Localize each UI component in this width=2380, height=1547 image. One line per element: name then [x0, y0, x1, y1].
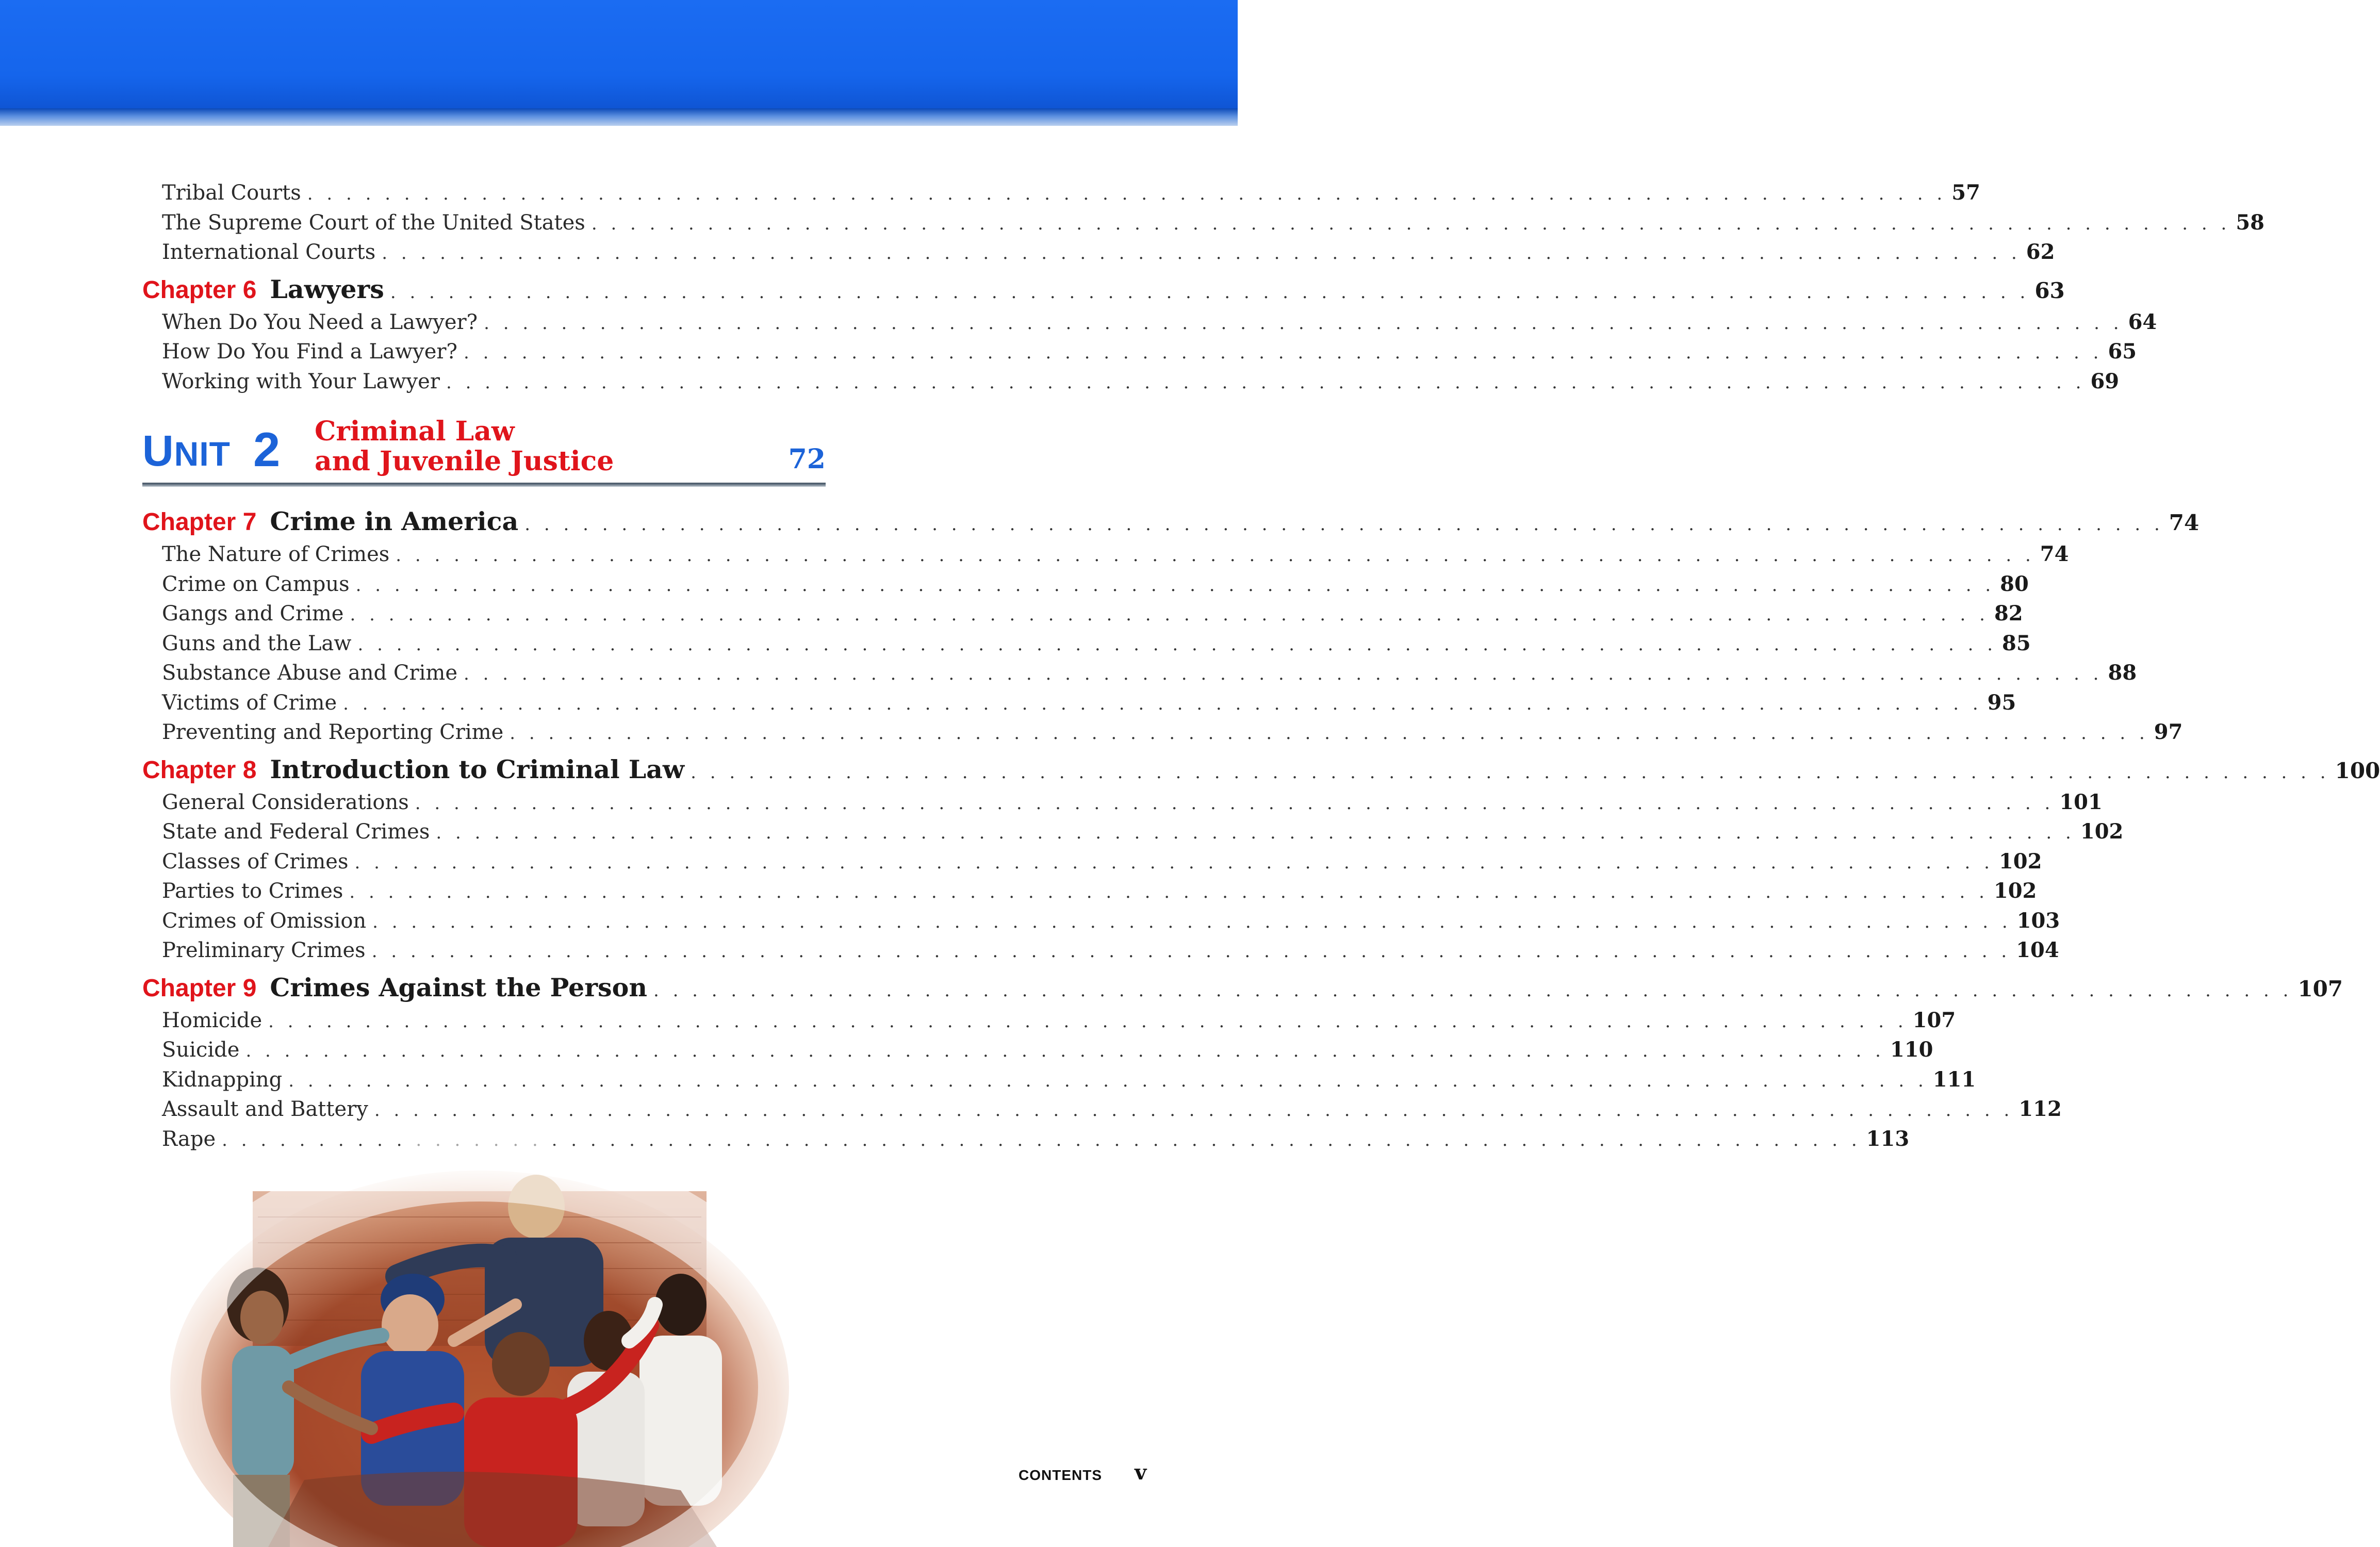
- toc-entry[interactable]: [142, 599, 2023, 629]
- toc-entry-label: The Nature of Crimes: [162, 542, 390, 566]
- chapter-title: Lawyers: [270, 274, 384, 304]
- toc-entry-page: 65: [2108, 339, 2137, 364]
- toc-entry[interactable]: [142, 629, 2031, 659]
- toc-entry-page: 62: [2026, 240, 2055, 264]
- toc-entry[interactable]: [142, 787, 2103, 817]
- unit-page: 72: [788, 443, 826, 475]
- toc-entry-page: 103: [2016, 908, 2060, 933]
- toc-entry-label: Assault and Battery: [162, 1097, 368, 1121]
- toc-entry[interactable]: [142, 569, 2029, 599]
- toc-entry-label: Preventing and Reporting Crime: [162, 720, 504, 744]
- toc-entry-page: 102: [1998, 849, 2042, 874]
- toc-entry-label: When Do You Need a Lawyer?: [162, 310, 478, 334]
- footer-page-number: v: [1135, 1460, 1147, 1485]
- dot-leader: . . . . . . . . . . . . . . . . . . . . . . . . . . . . . . . . . . . . . . . . . . . . . . . . . . . . . . . . . . . . . . . . . . . . . . . . . . . . . . . . . . . . .: [307, 184, 1947, 204]
- toc-entry-page: 102: [1993, 879, 2037, 903]
- toc-entry-label: Preliminary Crimes: [162, 939, 366, 962]
- toc-entry[interactable]: [142, 935, 2059, 965]
- toc-entry-page: 69: [2090, 369, 2120, 393]
- toc-entry-page: 74: [2040, 542, 2069, 566]
- dot-leader: . . . . . . . . . . . . . . . . . . . . . . . . . . . . . . . . . . . . . . . . . . . . . . . . . . . . . . . . . . . . . . . . . . . . . . . . . . . . . . . . . . . . .: [382, 243, 2021, 264]
- dot-leader: . . . . . . . . . . . . . . . . . . . . . . . . . . . . . . . . . . . . . . . . . . . . . . . . . . . . . . . . . . . . . . . . . . . . . . . . . . . . . . . . . . . . .: [591, 213, 2231, 234]
- toc-entry-label: Substance Abuse and Crime: [162, 661, 457, 685]
- unit-label: [142, 426, 231, 476]
- chapter-page: 107: [2297, 976, 2343, 1001]
- toc-entry[interactable]: [142, 688, 2016, 718]
- toc-entry-label: State and Federal Crimes: [162, 820, 430, 844]
- toc-entry-label: How Do You Find a Lawyer?: [162, 340, 457, 364]
- footer-section-label: CONTENTS: [1019, 1467, 1102, 1483]
- unit-title: [315, 417, 614, 476]
- toc-entry[interactable]: [142, 539, 2069, 569]
- dot-leader: . . . . . . . . . . . . . . . . . . . . . . . . . . . . . . . . . . . . . . . . . . . . . . . . . . . . . . . . . . . . . . . . . . . . . . . . . . . . . . . . . . . . .: [464, 664, 2103, 684]
- toc-entry-label: Kidnapping: [162, 1067, 283, 1092]
- chapter-heading-6[interactable]: [142, 271, 2065, 307]
- chapter-heading-7[interactable]: [142, 503, 2200, 539]
- chapter-heading-9[interactable]: [142, 969, 2343, 1006]
- unit-divider-rule: [142, 483, 826, 487]
- dot-leader: . . . . . . . . . . . . . . . . . . . . . . . . . . . . . . . . . . . . . . . . . . . . . . . . . . . . . . . . . . . . . . . . . . . . . . . . . . . . . . . . . . . . .: [415, 793, 2055, 814]
- toc-entry-label: Crime on Campus: [162, 572, 350, 596]
- dot-leader: . . . . . . . . . . . . . . . . . . . . . . . . . . . . . . . . . . . . . . . . . . . . . . . . . . . . . . . . . . . . . . . . . . . . . . . . . . . . . . . . . . . . .: [653, 980, 2293, 1001]
- toc-entry[interactable]: [142, 658, 2137, 688]
- dot-leader: . . . . . . . . . . . . . . . . . . . . . . . . . . . . . . . . . . . . . . . . . . . . . . . . . . . . . . . . . . . . . . . . . . . . . . . . . . . . . . . . . . . . .: [268, 1011, 1908, 1032]
- toc-entry-label: Working with Your Lawyer: [162, 369, 440, 393]
- toc-entry[interactable]: [142, 817, 2124, 847]
- toc-entry-page: 58: [2236, 210, 2264, 235]
- toc-entry-label: Tribal Courts: [162, 181, 301, 205]
- toc-entry-page: 95: [1987, 690, 2016, 715]
- students-circle-photo: [175, 1171, 784, 1547]
- unit-label-initial: U: [142, 426, 174, 475]
- dot-leader: . . . . . . . . . . . . . . . . . . . . . . . . . . . . . . . . . . . . . . . . . . . . . . . . . . . . . . . . . . . . . . . . . . . . . . . . . . . . . . . . . . . . .: [371, 941, 2011, 962]
- dot-leader: . . . . . . . . . . . . . . . . . . . . . . . . . . . . . . . . . . . . . . . . . . . . . . . . . . . . . . . . . . . . . . . . . . . . . . . . . . . . . . . . . . . . .: [245, 1041, 1885, 1061]
- toc-entry-page: 102: [2080, 819, 2124, 844]
- dot-leader: . . . . . . . . . . . . . . . . . . . . . . . . . . . . . . . . . . . . . . . . . . . . . . . . . . . . . . . . . . . . . . . . . . . . . . . . . . . . . . . . . . . . .: [484, 312, 2123, 334]
- toc-entry-page: 112: [2018, 1097, 2062, 1121]
- dot-leader: . . . . . . . . . . . . . . . . . . . . . . . . . . . . . . . . . . . . . . . . . . . . . . . . . . . . . . . . . . . . . . . . . . . . . . . . . . . . . . . . . . . . .: [222, 1129, 1861, 1150]
- toc-entry-page: 82: [1994, 601, 2023, 626]
- chapter-number: Chapter 8: [142, 756, 257, 784]
- toc-entry-page: 111: [1932, 1067, 1976, 1092]
- toc-entry-page: 101: [2059, 789, 2103, 814]
- unit-title-line2: and Juvenile Justice: [315, 446, 614, 477]
- toc-entry[interactable]: [142, 717, 2183, 747]
- dot-leader: . . . . . . . . . . . . . . . . . . . . . . . . . . . . . . . . . . . . . . . . . . . . . . . . . . . . . . . . . . . . . . . . . . . . . . . . . . . . . . . . . . . . .: [691, 762, 2330, 783]
- toc-entry-page: 64: [2128, 309, 2157, 334]
- toc-entry-label: Guns and the Law: [162, 631, 352, 655]
- toc-entry-label: Gangs and Crime: [162, 602, 344, 626]
- chapter-number: Chapter 7: [142, 508, 257, 536]
- dot-leader: . . . . . . . . . . . . . . . . . . . . . . . . . . . . . . . . . . . . . . . . . . . . . . . . . . . . . . . . . . . . . . . . . . . . . . . . . . . . . . . . . . . . .: [288, 1070, 1928, 1091]
- toc-entry[interactable]: [142, 1094, 2062, 1124]
- toc-entry[interactable]: [142, 208, 2264, 238]
- dot-leader: . . . . . . . . . . . . . . . . . . . . . . . . . . . . . . . . . . . . . . . . . . . . . . . . . . . . . . . . . . . . . . . . . . . . . . . . . . . . . . . . . . . . .: [354, 852, 1994, 873]
- unit-heading[interactable]: [142, 406, 826, 499]
- chapter-title: Crime in America: [270, 506, 519, 536]
- dot-leader: . . . . . . . . . . . . . . . . . . . . . . . . . . . . . . . . . . . . . . . . . . . . . . . . . . . . . . . . . . . . . . . . . . . . . . . . . . . . . . . . . . . . .: [463, 342, 2103, 363]
- toc-entry-label: Crimes of Omission: [162, 909, 367, 933]
- toc-entry[interactable]: [142, 178, 1980, 208]
- toc-entry-label: Victims of Crime: [162, 690, 337, 715]
- toc-entry[interactable]: [142, 847, 2042, 877]
- toc-entry[interactable]: [142, 307, 2157, 337]
- dot-leader: . . . . . . . . . . . . . . . . . . . . . . . . . . . . . . . . . . . . . . . . . . . . . . . . . . . . . . . . . . . . . . . . . . . . . . . . . . . . . . . . . . . . .: [390, 282, 2030, 303]
- dot-leader: . . . . . . . . . . . . . . . . . . . . . . . . . . . . . . . . . . . . . . . . . . . . . . . . . . . . . . . . . . . . . . . . . . . . . . . . . . . . . . . . . . . . .: [350, 604, 1989, 625]
- toc-entry-page: 104: [2016, 938, 2059, 962]
- toc-entry-page: 88: [2108, 661, 2137, 685]
- toc-entry[interactable]: [142, 1065, 1976, 1095]
- dot-leader: . . . . . . . . . . . . . . . . . . . . . . . . . . . . . . . . . . . . . . . . . . . . . . . . . . . . . . . . . . . . . . . . . . . . . . . . . . . . . . . . . . . . .: [524, 514, 2164, 535]
- toc-entry-label: Rape: [162, 1127, 216, 1151]
- toc-entry-label: Homicide: [162, 1008, 262, 1032]
- toc-entry-page: 80: [2000, 571, 2029, 596]
- chapter-page: 63: [2034, 277, 2065, 303]
- chapter-title: Introduction to Criminal Law: [270, 754, 685, 784]
- toc-entry[interactable]: [142, 906, 2060, 936]
- header-color-band: [0, 0, 1238, 108]
- unit-number: 2: [253, 422, 281, 476]
- toc-entry-label: Parties to Crimes: [162, 879, 343, 903]
- toc-entry[interactable]: [142, 337, 2137, 367]
- toc-entry-page: 110: [1890, 1038, 1933, 1062]
- dot-leader: . . . . . . . . . . . . . . . . . . . . . . . . . . . . . . . . . . . . . . . . . . . . . . . . . . . . . . . . . . . . . . . . . . . . . . . . . . . . . . . . . . . . .: [355, 574, 1995, 596]
- toc-entry-label: Suicide: [162, 1038, 240, 1062]
- header-band-edge: [0, 108, 1238, 126]
- toc-entry-label: The Supreme Court of the United States: [162, 210, 585, 235]
- dot-leader: . . . . . . . . . . . . . . . . . . . . . . . . . . . . . . . . . . . . . . . . . . . . . . . . . . . . . . . . . . . . . . . . . . . . . . . . . . . . . . . . . . . . .: [372, 911, 2012, 932]
- dot-leader: . . . . . . . . . . . . . . . . . . . . . . . . . . . . . . . . . . . . . . . . . . . . . . . . . . . . . . . . . . . . . . . . . . . . . . . . . . . . . . . . . . . . .: [396, 545, 2035, 566]
- toc-entry[interactable]: [142, 1035, 1933, 1065]
- toc-entry-page: 97: [2154, 720, 2183, 744]
- dot-leader: . . . . . . . . . . . . . . . . . . . . . . . . . . . . . . . . . . . . . . . . . . . . . . . . . . . . . . . . . . . . . . . . . . . . . . . . . . . . . . . . . . . . .: [357, 634, 1997, 655]
- dot-leader: . . . . . . . . . . . . . . . . . . . . . . . . . . . . . . . . . . . . . . . . . . . . . . . . . . . . . . . . . . . . . . . . . . . . . . . . . . . . . . . . . . . . .: [343, 693, 1982, 714]
- toc-entry-label: International Courts: [162, 240, 376, 264]
- toc-entry-page: 107: [1912, 1008, 1956, 1032]
- table-of-contents: [142, 178, 2380, 1154]
- unit-label-rest: NIT: [174, 435, 231, 473]
- toc-entry[interactable]: [142, 237, 2055, 267]
- dot-leader: . . . . . . . . . . . . . . . . . . . . . . . . . . . . . . . . . . . . . . . . . . . . . . . . . . . . . . . . . . . . . . . . . . . . . . . . . . . . . . . . . . . . .: [436, 822, 2075, 843]
- toc-entry-page: 113: [1866, 1126, 1910, 1151]
- unit-title-line1: Criminal Law: [315, 416, 515, 447]
- toc-entry[interactable]: [142, 367, 2120, 397]
- chapter-number: Chapter 6: [142, 276, 257, 304]
- chapter-page: 74: [2169, 510, 2200, 535]
- toc-entry[interactable]: [142, 1006, 1956, 1035]
- toc-entry-label: Classes of Crimes: [162, 849, 349, 874]
- dot-leader: . . . . . . . . . . . . . . . . . . . . . . . . . . . . . . . . . . . . . . . . . . . . . . . . . . . . . . . . . . . . . . . . . . . . . . . . . . . . . . . . . . . . .: [349, 882, 1989, 902]
- dot-leader: . . . . . . . . . . . . . . . . . . . . . . . . . . . . . . . . . . . . . . . . . . . . . . . . . . . . . . . . . . . . . . . . . . . . . . . . . . . . . . . . . . . . .: [446, 372, 2086, 393]
- toc-entry[interactable]: [142, 876, 2037, 906]
- dot-leader: . . . . . . . . . . . . . . . . . . . . . . . . . . . . . . . . . . . . . . . . . . . . . . . . . . . . . . . . . . . . . . . . . . . . . . . . . . . . . . . . . . . . .: [374, 1100, 2014, 1121]
- toc-entry-page: 85: [2002, 631, 2031, 655]
- toc-entry-label: General Considerations: [162, 790, 409, 814]
- chapter-page: 100: [2335, 758, 2380, 783]
- chapter-title: Crimes Against the Person: [270, 972, 647, 1002]
- chapter-heading-8[interactable]: [142, 751, 2380, 787]
- chapter-number: Chapter 9: [142, 974, 257, 1002]
- toc-entry-page: 57: [1951, 180, 1980, 205]
- dot-leader: . . . . . . . . . . . . . . . . . . . . . . . . . . . . . . . . . . . . . . . . . . . . . . . . . . . . . . . . . . . . . . . . . . . . . . . . . . . . . . . . . . . . .: [510, 723, 2149, 744]
